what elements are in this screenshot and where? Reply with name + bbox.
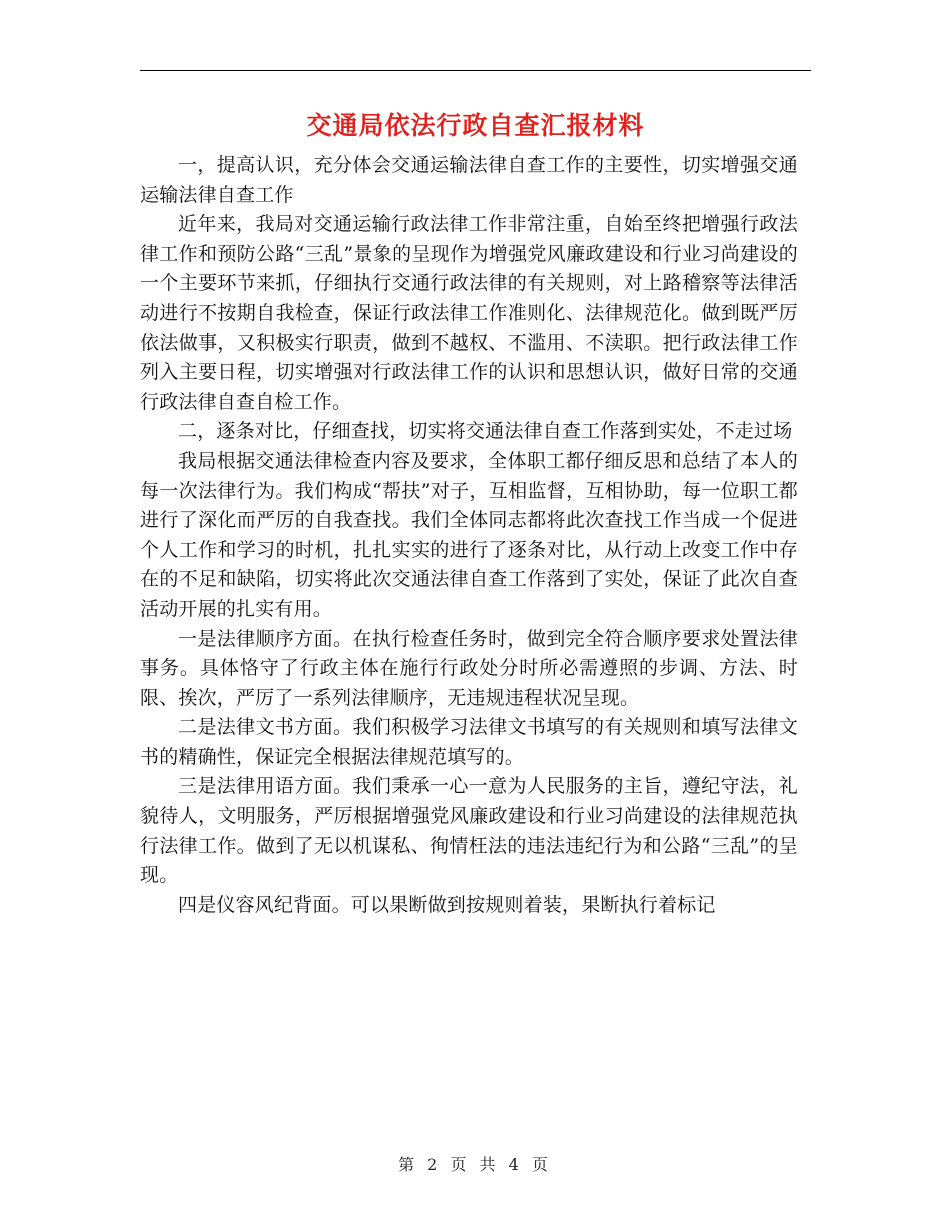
document-title: 交通局依法行政自查汇报材料 [306,111,645,140]
page-number: 第 2 页 共 4 页 [398,1155,552,1174]
paragraph: 三是法律用语方面。我们秉承一心一意为人民服务的主旨，遵纪守法，礼貌待人，文明服务，严厉根据增强党风廉政建设和行业习尚建设的法律规范执行法律工作。做到了无以机谋私、徇情枉法的违法违纪行为和公路“三乱”的呈现。 [140,775,798,887]
document-body [140,151,798,920]
paragraph: 我局根据交通法律检查内容及要求，全体职工都仔细反思和总结了本人的每一次法律行为。我们构成“帮扶”对子，互相监督，互相协助，每一位职工都进行了深化而严厉的自我查找。我们全体同志都将此次查找工作当成一个促进个人工作和学习的时机，扎扎实实的进行了逐条对比，从行动上改变工作中存在的不足和缺陷，切实将此次交通法律自查工作落到了实处，保证了此次自查活动开展的扎实有用。 [140,449,798,620]
section-heading-1: 一，提高认识，充分体会交通运输法律自查工作的主要性，切实增强交通运输法律自查工作 [140,154,798,206]
header-rule [140,70,811,71]
paragraph: 近年来，我局对交通运输行政法律工作非常注重，自始至终把增强行政法律工作和预防公路“三乱”景象的呈现作为增强党风廉政建设和行业习尚建设的一个主要环节来抓，仔细执行交通行政法律的有关规则，对上路稽察等法律活动进行不按期自我检查，保证行政法律工作准则化、法律规范化。做到既严厉依法做事，又积极实行职责，做到不越权、不滥用、不渎职。把行政法律工作列入主要日程，切实增强对行政法律工作的认识和思想认识，做好日常的交通行政法律自查自检工作。 [140,213,798,413]
paragraph: 一是法律顺序方面。在执行检查任务时，做到完全符合顺序要求处置法律事务。具体恪守了行政主体在施行行政处分时所必需遵照的步调、方法、时限、挨次，严厉了一系列法律顺序，无违规违程状况呈现。 [140,627,798,709]
paragraph: 二是法律文书方面。我们积极学习法律文书填写的有关规则和填写法律文书的精确性，保证完全根据法律规范填写的。 [140,716,798,768]
paragraph: 四是仪容风纪背面。可以果断做到按规则着装，果断执行着标记 [178,893,716,916]
section-heading-2: 二，逐条对比，仔细查找，切实将交通法律自查工作落到实处，不走过场 [178,420,793,443]
